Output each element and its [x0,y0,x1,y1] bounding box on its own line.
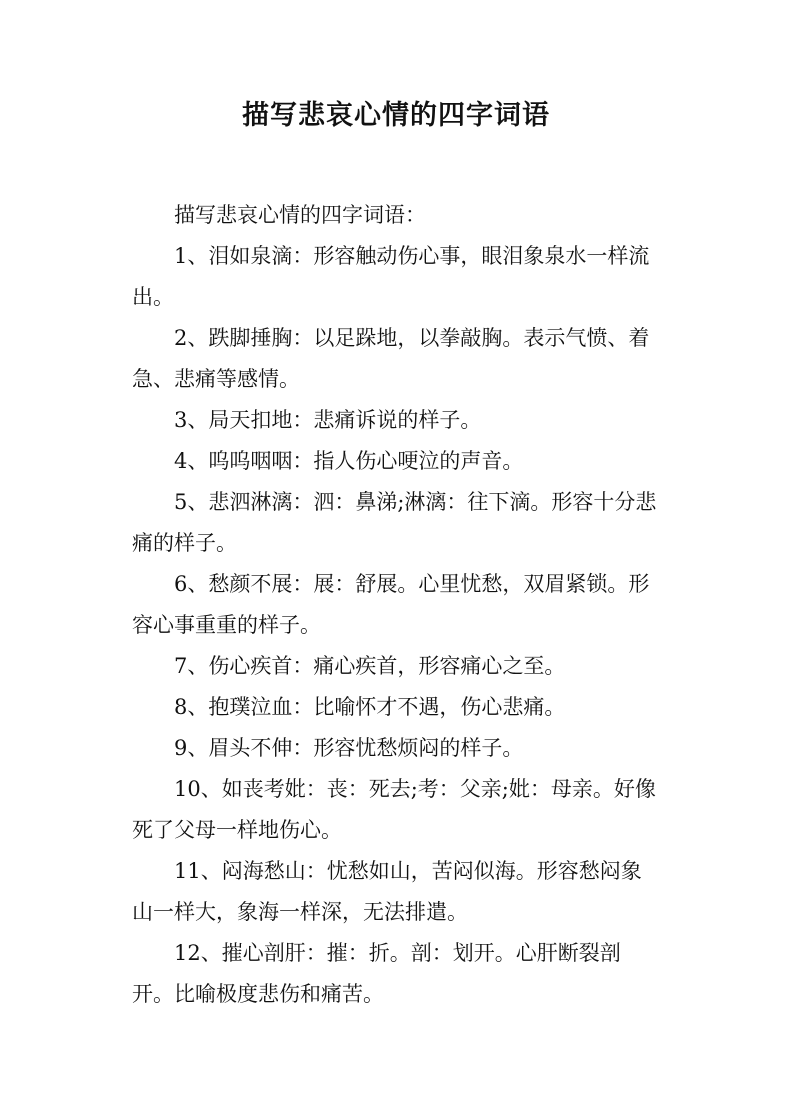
entry-paragraph: 4、呜呜咽咽：指人伤心哽泣的声音。 [174,449,524,473]
entry-paragraph: 6、愁颜不展：展：舒展。心里忧愁，双眉紧锁。形容心事重重的样子。 [132,572,650,637]
entry-paragraph: 9、眉头不伸：形容忧愁烦闷的样子。 [174,736,524,760]
document-title: 描写悲哀心情的四字词语 [242,100,550,131]
entry-paragraph: 5、悲泗淋漓：泗：鼻涕;淋漓：往下滴。形容十分悲痛的样子。 [132,490,657,555]
entry-paragraph: 10、如丧考妣：丧：死去;考：父亲;妣：母亲。好像死了父母一样地伤心。 [132,777,656,842]
entry-paragraph: 11、闷海愁山：忧愁如山，苦闷似海。形容愁闷象山一样大，象海一样深，无法排遣。 [132,859,642,924]
entry-paragraph: 12、摧心剖肝：摧：折。剖：划开。心肝断裂剖开。比喻极度悲伤和痛苦。 [132,941,621,1006]
entry-paragraph: 7、伤心疾首：痛心疾首，形容痛心之至。 [174,654,566,678]
entry-paragraph: 8、抱璞泣血：比喻怀才不遇，伤心悲痛。 [174,695,566,719]
entry-paragraph: 1、泪如泉滴：形容触动伤心事，眼泪象泉水一样流出。 [132,244,650,309]
entry-paragraph: 2、跌脚捶胸：以足跺地，以拳敲胸。表示气愤、着急、悲痛等感情。 [132,326,650,391]
intro-paragraph: 描写悲哀心情的四字词语： [174,203,426,227]
entry-paragraph: 3、局天扣地：悲痛诉说的样子。 [174,408,482,432]
document-body [132,195,662,1015]
